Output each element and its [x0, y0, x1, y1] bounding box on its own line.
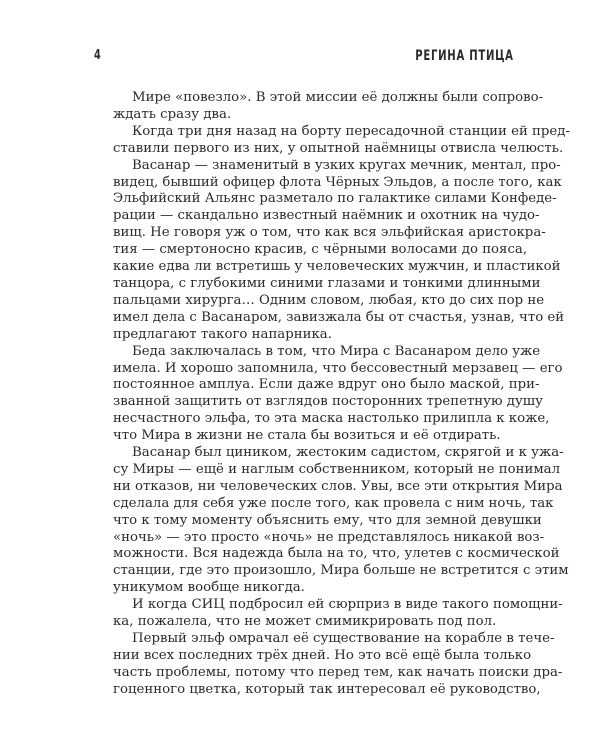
paragraph: [113, 445, 569, 597]
text-line: Васанар — знаменитый в узких кругах мечник, ментал, про-: [132, 157, 561, 173]
text-line: Васанар был циником, жестоким садистом, скрягой и к ужа-: [132, 445, 564, 461]
text-line: Беда заключалась в том, что Мира с Васанаром дело уже: [132, 343, 541, 359]
text-line: можности. Вся надежда была на то, что, улетев с космической: [113, 546, 560, 562]
text-line: Когда три дня назад на борту пересадочной станции ей пред-: [132, 123, 570, 139]
paragraph: [113, 597, 563, 631]
text-line: Первый эльф омрачал её существование на корабле в тече-: [132, 631, 555, 646]
text-line: су Миры — ещё и наглым собственником, который не понимал: [113, 461, 561, 477]
text-line: что Мира в жизни не стала бы возиться и её отдирать.: [113, 428, 501, 444]
text-line: Эльфийский Альянс разметало по галактике силами Конфеде-: [113, 191, 557, 207]
text-line: Мире «повезло». В этой миссии её должны были сопрово-: [132, 90, 544, 105]
paragraph: [113, 343, 563, 445]
paragraph: [113, 123, 570, 158]
body-text: [113, 90, 570, 699]
paragraph: [113, 157, 565, 344]
text-line: ка, пожалела, что не может смимикрировать под пол.: [113, 614, 497, 630]
text-line: несчастного эльфа, то эта маска настолько прилипла к коже,: [113, 411, 550, 427]
text-line: станции, где это произошло, Мира больше не встретится с этим: [113, 563, 569, 579]
text-line: рации — скандально известный наёмник и охотник на чудо-: [113, 208, 540, 224]
text-line: имел дела с Васанаром, завизжала бы от счастья, узнав, что ей: [113, 309, 565, 325]
text-line: пальцами хирурга… Одним словом, любая, кто до сих пор не: [113, 292, 545, 308]
page-header: [94, 48, 514, 68]
paragraph: [113, 631, 563, 699]
text-line: предлагают такого напарника.: [113, 326, 332, 342]
text-line: вищ. Не говоря уж о том, что как вся эльфийская аристокра-: [113, 225, 546, 241]
text-line: ждать сразу два.: [113, 106, 232, 122]
text-line: имела. И хорошо запомнила, что бессовестный мерзавец — его: [113, 360, 563, 376]
text-line: ни отказов, ни человеческих слов. Увы, все эти открытия Мира: [113, 478, 563, 494]
page-number: 4: [94, 48, 101, 63]
text-line: какие едва ли встретишь у человеческих мужчин, и пластикой: [113, 259, 561, 275]
text-line: гоценного цветка, который так интересовал её руководство,: [113, 681, 541, 697]
running-head-author: РЕГИНА ПТИЦА: [415, 48, 514, 64]
text-line: ставили первого из них, у опытной наёмницы отвисла челюсть.: [113, 140, 564, 156]
text-line: званной защитить от взглядов посторонних трепетную душу: [113, 394, 543, 410]
text-line: часть проблемы, потому что перед тем, как начать поиски дра-: [113, 664, 563, 680]
text-line: «ночь» — это просто «ночь» не представлялось никакой воз-: [113, 529, 545, 545]
text-line: И когда СИЦ подбросил ей сюрприз в виде такого помощни-: [132, 597, 563, 613]
paragraph: [113, 90, 544, 124]
text-line: сделала для себя уже после того, как провела с ним ночь, так: [113, 495, 554, 511]
text-line: нии всех последних трёх дней. Но это всё ещё была только: [113, 647, 532, 663]
text-line: постоянное амплуа. Если даже вдруг оно было маской, при-: [113, 377, 540, 393]
text-line: уникумом вообще никогда.: [113, 580, 305, 596]
text-line: видец, бывший офицер флота Чёрных Эльдов, а после того, как: [113, 174, 562, 190]
text-line: что к тому моменту объяснить ему, что для земной девушки: [113, 512, 542, 528]
text-line: тия — смертоносно красив, с чёрными волосами до пояса,: [113, 242, 528, 258]
text-line: танцора, с глубокими синими глазами и тонкими длинными: [113, 275, 541, 291]
